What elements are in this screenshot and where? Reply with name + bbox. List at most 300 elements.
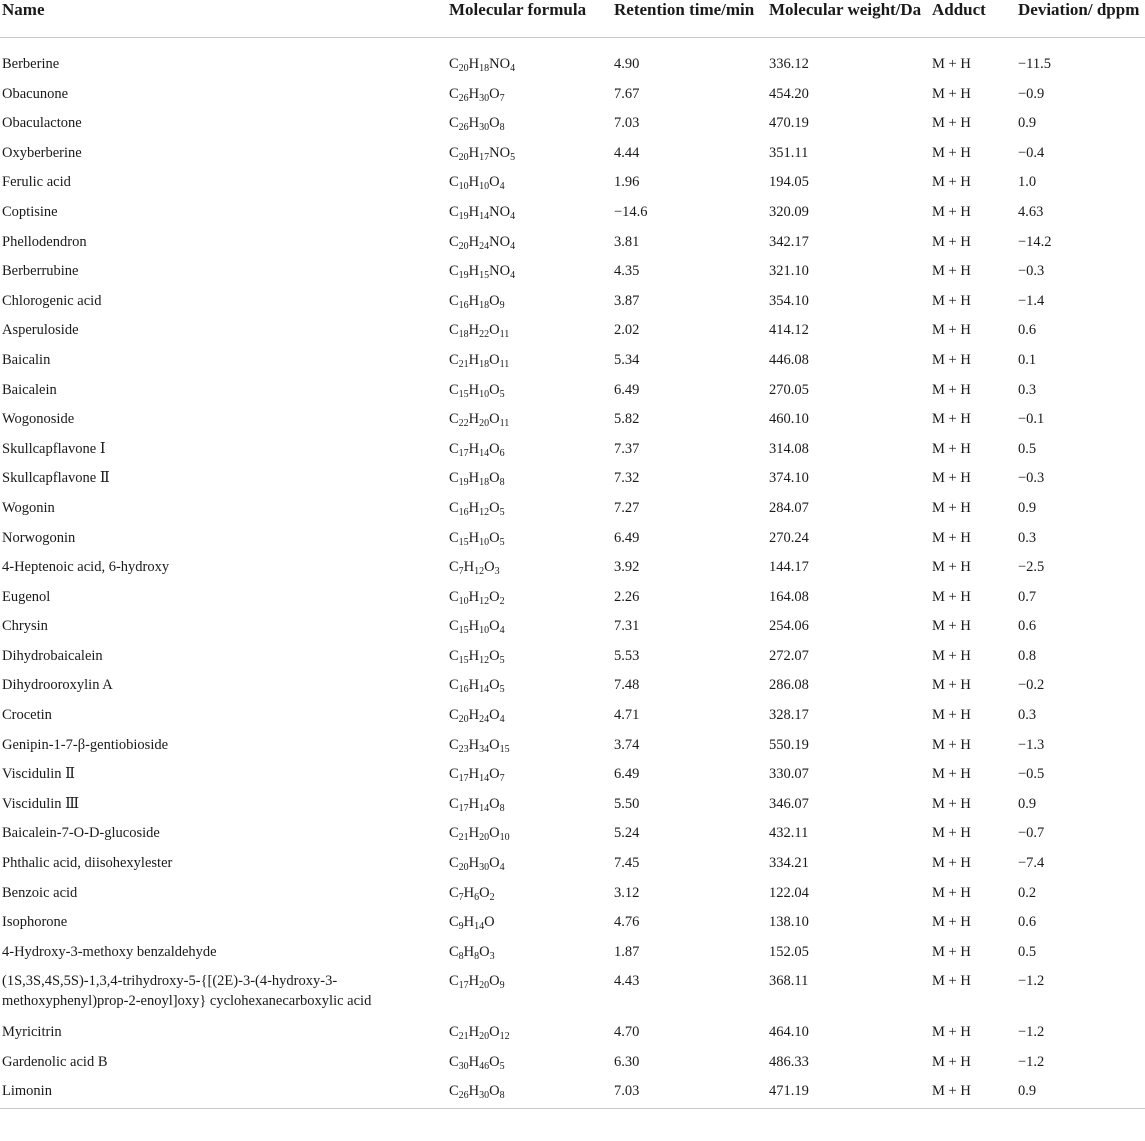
deviation: 0.6 [1018, 914, 1037, 931]
table-row [0, 291, 1145, 321]
formula-subscript: 20 [479, 980, 490, 992]
formula-element: O [489, 1083, 500, 1100]
table-row [0, 557, 1145, 587]
formula-subscript: 5 [499, 506, 505, 518]
retention-time: 4.43 [614, 973, 640, 990]
adduct: M + H [932, 884, 971, 901]
molecular-formula [447, 439, 612, 469]
molecular-weight: 464.10 [769, 1023, 809, 1040]
formula-element: O [489, 825, 500, 842]
formula-subscript: 18 [479, 63, 490, 74]
adduct: M + H [932, 322, 971, 339]
molecular-weight: 284.07 [769, 499, 809, 516]
formula-subscript: 15 [499, 743, 510, 755]
formula-element: NO [489, 263, 511, 280]
compound-name: Baicalein-7-O-D-glucoside [2, 825, 160, 842]
compound-name: Dihydrobaicalein [2, 647, 103, 664]
deviation: −1.2 [1018, 1053, 1045, 1070]
deviation: −0.7 [1018, 825, 1045, 842]
formula-subscript: 10 [479, 181, 490, 193]
formula-subscript: 15 [458, 654, 469, 666]
deviation: −11.5 [1018, 56, 1052, 72]
table-row [0, 143, 1145, 173]
formula-subscript: 12 [479, 506, 490, 518]
molecular-formula [447, 232, 612, 262]
formula-subscript: 17 [458, 447, 469, 459]
deviation: −0.3 [1018, 470, 1045, 487]
retention-time: 7.48 [614, 677, 640, 694]
formula-subscript: 4 [510, 270, 516, 282]
formula-element: O [489, 529, 500, 546]
header-row [0, 0, 1145, 38]
formula-subscript: 10 [499, 832, 510, 844]
molecular-weight: 432.11 [769, 825, 809, 842]
formula-element: O [484, 559, 495, 576]
table-row [0, 705, 1145, 735]
deviation: −14.2 [1018, 233, 1052, 250]
formula-element: H [468, 351, 480, 368]
formula-subscript: 4 [499, 714, 505, 726]
compound-name: Genipin-1-7-β-gentiobioside [2, 736, 169, 753]
formula-subscript: 6 [499, 447, 505, 459]
compound-name: Oxyberberine [2, 144, 82, 161]
formula-subscript: 8 [474, 950, 480, 962]
formula-subscript: 17 [458, 980, 469, 992]
formula-subscript: 30 [479, 862, 490, 874]
formula-subscript: 18 [458, 329, 469, 341]
table-row [0, 616, 1145, 646]
formula-subscript: 14 [479, 684, 490, 696]
deviation: 0.1 [1018, 351, 1037, 368]
adduct: M + H [932, 855, 971, 872]
adduct: M + H [932, 233, 971, 250]
retention-time: 7.03 [614, 115, 640, 132]
formula-subscript: 4 [510, 210, 516, 222]
formula-element: O [489, 647, 500, 664]
formula-element: H [463, 914, 475, 931]
formula-element: H [468, 203, 480, 220]
formula-element: O [489, 115, 500, 132]
molecular-formula [447, 84, 612, 114]
formula-element: C [449, 263, 459, 280]
adduct: M + H [932, 677, 971, 694]
retention-time: 5.53 [614, 647, 640, 664]
molecular-weight: 164.08 [769, 588, 809, 605]
molecular-formula [447, 38, 612, 84]
formula-subscript: 12 [474, 566, 485, 578]
formula-element: C [449, 707, 459, 724]
molecular-formula [447, 853, 612, 883]
deviation: 0.9 [1018, 499, 1037, 516]
table-row [0, 912, 1145, 942]
molecular-weight: 144.17 [769, 559, 809, 576]
deviation: 0.3 [1018, 707, 1037, 724]
formula-subscript: 19 [458, 270, 469, 282]
formula-element: C [449, 56, 459, 72]
formula-element: C [449, 855, 459, 872]
table-row [0, 261, 1145, 291]
molecular-formula [447, 942, 612, 972]
formula-element: H [468, 795, 480, 812]
formula-element: C [449, 144, 459, 161]
deviation: 4.63 [1018, 203, 1044, 220]
formula-element: C [449, 677, 459, 694]
formula-element: H [468, 855, 480, 872]
retention-time: 4.90 [614, 56, 640, 72]
header-deviation: Deviation/ dppm [1016, 0, 1145, 38]
formula-element: C [449, 943, 459, 960]
molecular-weight: 272.07 [769, 647, 809, 664]
formula-subscript: 15 [458, 536, 469, 548]
formula-subscript: 20 [479, 832, 490, 844]
formula-subscript: 5 [499, 536, 505, 548]
header-adduct: Adduct [930, 0, 1016, 38]
formula-subscript: 14 [479, 773, 490, 785]
retention-time: 6.30 [614, 1053, 640, 1070]
formula-subscript: 19 [458, 210, 469, 222]
adduct: M + H [932, 707, 971, 724]
formula-element: H [468, 144, 480, 161]
compound-name: Viscidulin Ⅱ [2, 766, 76, 783]
molecular-weight: 486.33 [769, 1053, 809, 1070]
deviation: 0.6 [1018, 618, 1037, 635]
table-row [0, 853, 1145, 883]
formula-element: C [449, 884, 459, 901]
formula-subscript: 2 [499, 595, 505, 607]
molecular-formula [447, 1022, 612, 1052]
table-row [0, 646, 1145, 676]
formula-subscript: 22 [479, 329, 490, 341]
formula-element: H [468, 440, 480, 457]
formula-element: C [449, 588, 459, 605]
molecular-formula [447, 528, 612, 558]
formula-subscript: 12 [479, 595, 490, 607]
adduct: M + H [932, 411, 971, 428]
deviation: −0.4 [1018, 144, 1045, 161]
molecular-weight: 354.10 [769, 292, 809, 309]
deviation: −2.5 [1018, 559, 1045, 576]
formula-subscript: 30 [479, 1090, 490, 1102]
table-row [0, 528, 1145, 558]
formula-subscript: 5 [499, 654, 505, 666]
formula-element: H [468, 529, 480, 546]
adduct: M + H [932, 943, 971, 960]
formula-element: H [468, 973, 480, 990]
retention-time: 7.27 [614, 499, 640, 516]
formula-subscript: 10 [458, 181, 469, 193]
header-formula: Molecular formula [447, 0, 612, 38]
formula-subscript: 23 [458, 743, 469, 755]
formula-subscript: 30 [479, 92, 490, 104]
formula-element: C [449, 411, 459, 428]
formula-element: H [468, 411, 480, 428]
retention-time: −14.6 [614, 203, 648, 220]
molecular-formula [447, 971, 612, 1022]
formula-element: O [489, 855, 500, 872]
formula-subscript: 20 [458, 151, 469, 163]
molecular-weight: 446.08 [769, 351, 809, 368]
formula-subscript: 11 [499, 329, 510, 341]
adduct: M + H [932, 263, 971, 280]
adduct: M + H [932, 203, 971, 220]
formula-subscript: 20 [479, 1030, 490, 1042]
compound-name: Wogonin [2, 499, 55, 516]
molecular-weight: 460.10 [769, 411, 809, 428]
compound-name: 4-Hydroxy-3-methoxy benzaldehyde [2, 943, 217, 960]
formula-element: O [489, 381, 500, 398]
table-row [0, 320, 1145, 350]
formula-element: C [449, 322, 459, 339]
formula-element: H [468, 263, 480, 280]
formula-element: H [468, 322, 480, 339]
molecular-weight: 454.20 [769, 85, 809, 102]
formula-element: H [468, 707, 480, 724]
formula-element: O [489, 766, 500, 783]
molecular-formula [447, 468, 612, 498]
retention-time: 5.24 [614, 825, 640, 842]
retention-time: 7.31 [614, 618, 640, 635]
formula-subscript: 17 [458, 773, 469, 785]
compound-name: Asperuloside [2, 322, 79, 339]
compound-name: Gardenolic acid B [2, 1053, 108, 1070]
formula-element: O [489, 677, 500, 694]
molecular-weight: 194.05 [769, 174, 809, 191]
molecular-formula [447, 912, 612, 942]
formula-element: C [449, 174, 459, 191]
formula-element: H [468, 1083, 480, 1100]
table-row [0, 735, 1145, 765]
formula-element: H [468, 588, 480, 605]
formula-element: H [468, 56, 480, 72]
compound-name: Chlorogenic acid [2, 292, 102, 309]
retention-time: 4.76 [614, 914, 640, 931]
adduct: M + H [932, 795, 971, 812]
molecular-formula [447, 113, 612, 143]
adduct: M + H [932, 559, 971, 576]
formula-subscript: 4 [499, 862, 505, 874]
formula-subscript: 10 [479, 536, 490, 548]
formula-element: O [489, 292, 500, 309]
deviation: −0.3 [1018, 263, 1045, 280]
retention-time: 7.37 [614, 440, 640, 457]
compound-name: Chrysin [2, 618, 48, 635]
formula-subscript: 18 [479, 477, 490, 489]
formula-element: H [468, 470, 480, 487]
table-row [0, 498, 1145, 528]
table-row [0, 202, 1145, 232]
retention-time: 4.71 [614, 707, 640, 724]
formula-element: C [449, 381, 459, 398]
deviation: −1.3 [1018, 736, 1045, 753]
formula-subscript: 34 [479, 743, 490, 755]
formula-subscript: 8 [499, 1090, 505, 1102]
adduct: M + H [932, 529, 971, 546]
formula-element: C [449, 914, 459, 931]
compound-name: Crocetin [2, 707, 52, 724]
formula-subscript: 46 [479, 1060, 490, 1072]
compound-name: Eugenol [2, 588, 51, 605]
formula-subscript: 20 [458, 240, 469, 252]
molecular-weight: 270.24 [769, 529, 809, 546]
adduct: M + H [932, 736, 971, 753]
table-row [0, 883, 1145, 913]
molecular-formula [447, 557, 612, 587]
formula-element: H [468, 115, 480, 132]
compound-name: Ferulic acid [2, 174, 71, 191]
table-row [0, 439, 1145, 469]
retention-time: 6.49 [614, 381, 640, 398]
retention-time: 5.82 [614, 411, 640, 428]
formula-subscript: 7 [458, 891, 464, 903]
molecular-formula [447, 735, 612, 765]
compound-name: Norwogonin [2, 529, 76, 546]
formula-subscript: 7 [499, 92, 505, 104]
formula-element: C [449, 795, 459, 812]
molecular-formula [447, 764, 612, 794]
molecular-weight: 336.12 [769, 56, 809, 72]
molecular-formula [447, 705, 612, 735]
compound-name: Obacunone [2, 85, 69, 102]
adduct: M + H [932, 85, 971, 102]
molecular-formula [447, 380, 612, 410]
formula-subscript: 20 [479, 418, 490, 430]
formula-element: C [449, 825, 459, 842]
formula-element: O [489, 174, 500, 191]
molecular-weight: 320.09 [769, 203, 809, 220]
formula-subscript: 4 [499, 625, 505, 637]
formula-element: C [449, 736, 459, 753]
retention-time: 6.49 [614, 766, 640, 783]
formula-subscript: 4 [510, 63, 516, 74]
formula-element: C [449, 292, 459, 309]
formula-subscript: 20 [458, 63, 469, 74]
molecular-formula [447, 350, 612, 380]
table-row [0, 675, 1145, 705]
molecular-formula [447, 498, 612, 528]
retention-time: 7.67 [614, 85, 640, 102]
molecular-weight: 321.10 [769, 263, 809, 280]
formula-element: NO [489, 203, 511, 220]
formula-subscript: 7 [499, 773, 505, 785]
deviation: 0.3 [1018, 529, 1037, 546]
table-row [0, 587, 1145, 617]
table-row [0, 823, 1145, 853]
table-row [0, 232, 1145, 262]
molecular-weight: 328.17 [769, 707, 809, 724]
retention-time: 4.35 [614, 263, 640, 280]
molecular-formula [447, 202, 612, 232]
deviation: −0.1 [1018, 411, 1045, 428]
formula-element: O [489, 736, 500, 753]
formula-element: C [449, 440, 459, 457]
molecular-weight: 374.10 [769, 470, 809, 487]
retention-time: 1.96 [614, 174, 640, 191]
adduct: M + H [932, 973, 971, 990]
formula-element: C [449, 1053, 459, 1070]
molecular-weight: 314.08 [769, 440, 809, 457]
table-row [0, 113, 1145, 143]
formula-element: H [468, 1023, 480, 1040]
adduct: M + H [932, 647, 971, 664]
formula-element: C [449, 973, 459, 990]
adduct: M + H [932, 914, 971, 931]
formula-element: C [449, 470, 459, 487]
formula-element: H [468, 1053, 480, 1070]
formula-subscript: 14 [479, 447, 490, 459]
formula-subscript: 9 [458, 921, 464, 933]
molecular-weight: 351.11 [769, 144, 809, 161]
formula-subscript: 24 [479, 240, 490, 252]
formula-subscript: 14 [479, 210, 490, 222]
formula-subscript: 12 [499, 1030, 510, 1042]
formula-subscript: 21 [458, 832, 469, 844]
formula-element: NO [489, 233, 511, 250]
adduct: M + H [932, 56, 971, 72]
formula-element: O [479, 884, 490, 901]
formula-element: O [489, 588, 500, 605]
retention-time: 5.34 [614, 351, 640, 368]
molecular-weight: 470.19 [769, 115, 809, 132]
compound-name: Limonin [0, 1081, 447, 1109]
adduct: M + H [932, 588, 971, 605]
formula-subscript: 8 [499, 122, 505, 134]
molecular-weight: 414.12 [769, 322, 809, 339]
molecular-formula [447, 143, 612, 173]
formula-element: H [468, 736, 480, 753]
deviation: 0.2 [1018, 884, 1037, 901]
formula-subscript: 4 [499, 181, 505, 193]
formula-subscript: 3 [489, 950, 495, 962]
molecular-formula [447, 1081, 612, 1109]
formula-subscript: 26 [458, 1090, 469, 1102]
retention-time: 7.32 [614, 470, 640, 487]
formula-element: O [489, 1023, 500, 1040]
adduct: M + H [932, 144, 971, 161]
formula-element: C [449, 529, 459, 546]
deviation: 0.5 [1018, 440, 1037, 457]
molecular-weight: 550.19 [769, 736, 809, 753]
formula-subscript: 14 [479, 802, 490, 814]
retention-time: 3.12 [614, 884, 640, 901]
formula-subscript: 8 [499, 802, 505, 814]
formula-subscript: 5 [499, 388, 505, 400]
molecular-weight: 152.05 [769, 943, 809, 960]
molecular-weight: 254.06 [769, 618, 809, 635]
compound-name: Skullcapflavone Ⅰ [2, 440, 106, 457]
formula-element: H [468, 825, 480, 842]
formula-element: H [468, 766, 480, 783]
table-row [0, 1081, 1145, 1109]
formula-element: H [468, 292, 480, 309]
formula-subscript: 15 [458, 625, 469, 637]
formula-element: O [489, 322, 500, 339]
molecular-formula [447, 409, 612, 439]
molecular-formula [447, 823, 612, 853]
formula-element: NO [489, 56, 511, 72]
table-row [0, 1022, 1145, 1052]
table-row [0, 172, 1145, 202]
formula-element: H [463, 559, 475, 576]
retention-time: 7.45 [614, 855, 640, 872]
formula-element: O [489, 351, 500, 368]
formula-element: O [489, 499, 500, 516]
deviation: −0.9 [1018, 85, 1045, 102]
table-row [0, 942, 1145, 972]
molecular-weight: 368.11 [769, 973, 809, 990]
deviation: −1.2 [1018, 973, 1045, 990]
formula-element: H [468, 233, 480, 250]
compound-name: Berberine [2, 56, 60, 72]
